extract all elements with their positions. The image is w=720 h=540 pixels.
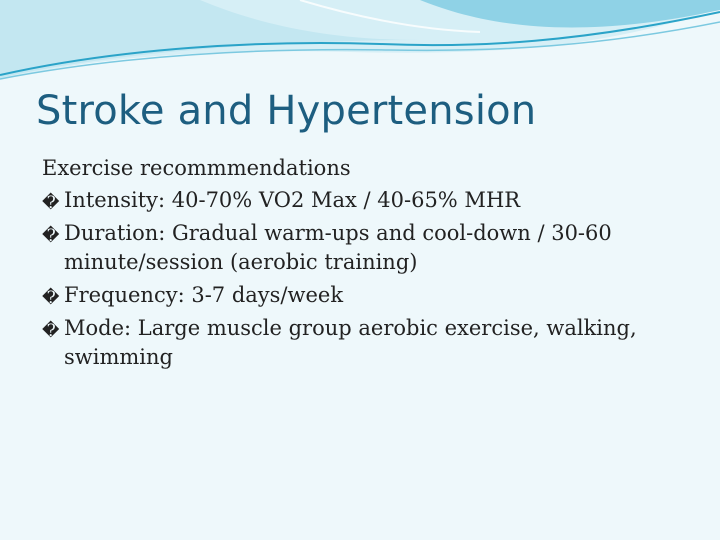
bullet-item bbox=[42, 281, 682, 310]
slide-title: Stroke and Hypertension bbox=[36, 88, 537, 134]
bullet-text: Frequency: 3-7 days/week bbox=[64, 283, 344, 307]
bullet-item bbox=[42, 314, 682, 372]
bullet-item bbox=[42, 186, 682, 215]
bullet-item bbox=[42, 219, 682, 277]
intro-text: Exercise recommmendations bbox=[42, 156, 351, 180]
bullet-text: Mode: Large muscle group aerobic exercise, walking, swimming bbox=[64, 316, 637, 369]
bullet-text: Duration: Gradual warm-ups and cool-down / 30-60 minute/session (aerobic training) bbox=[64, 221, 612, 274]
bullet-marker-icon: � bbox=[42, 288, 60, 308]
bullet-marker-icon: � bbox=[42, 321, 60, 341]
bullet-text: Intensity: 40-70% VO2 Max / 40-65% MHR bbox=[64, 188, 521, 212]
slide-body bbox=[42, 156, 682, 376]
bullet-marker-icon: � bbox=[42, 193, 60, 213]
bullet-marker-icon: � bbox=[42, 226, 60, 246]
